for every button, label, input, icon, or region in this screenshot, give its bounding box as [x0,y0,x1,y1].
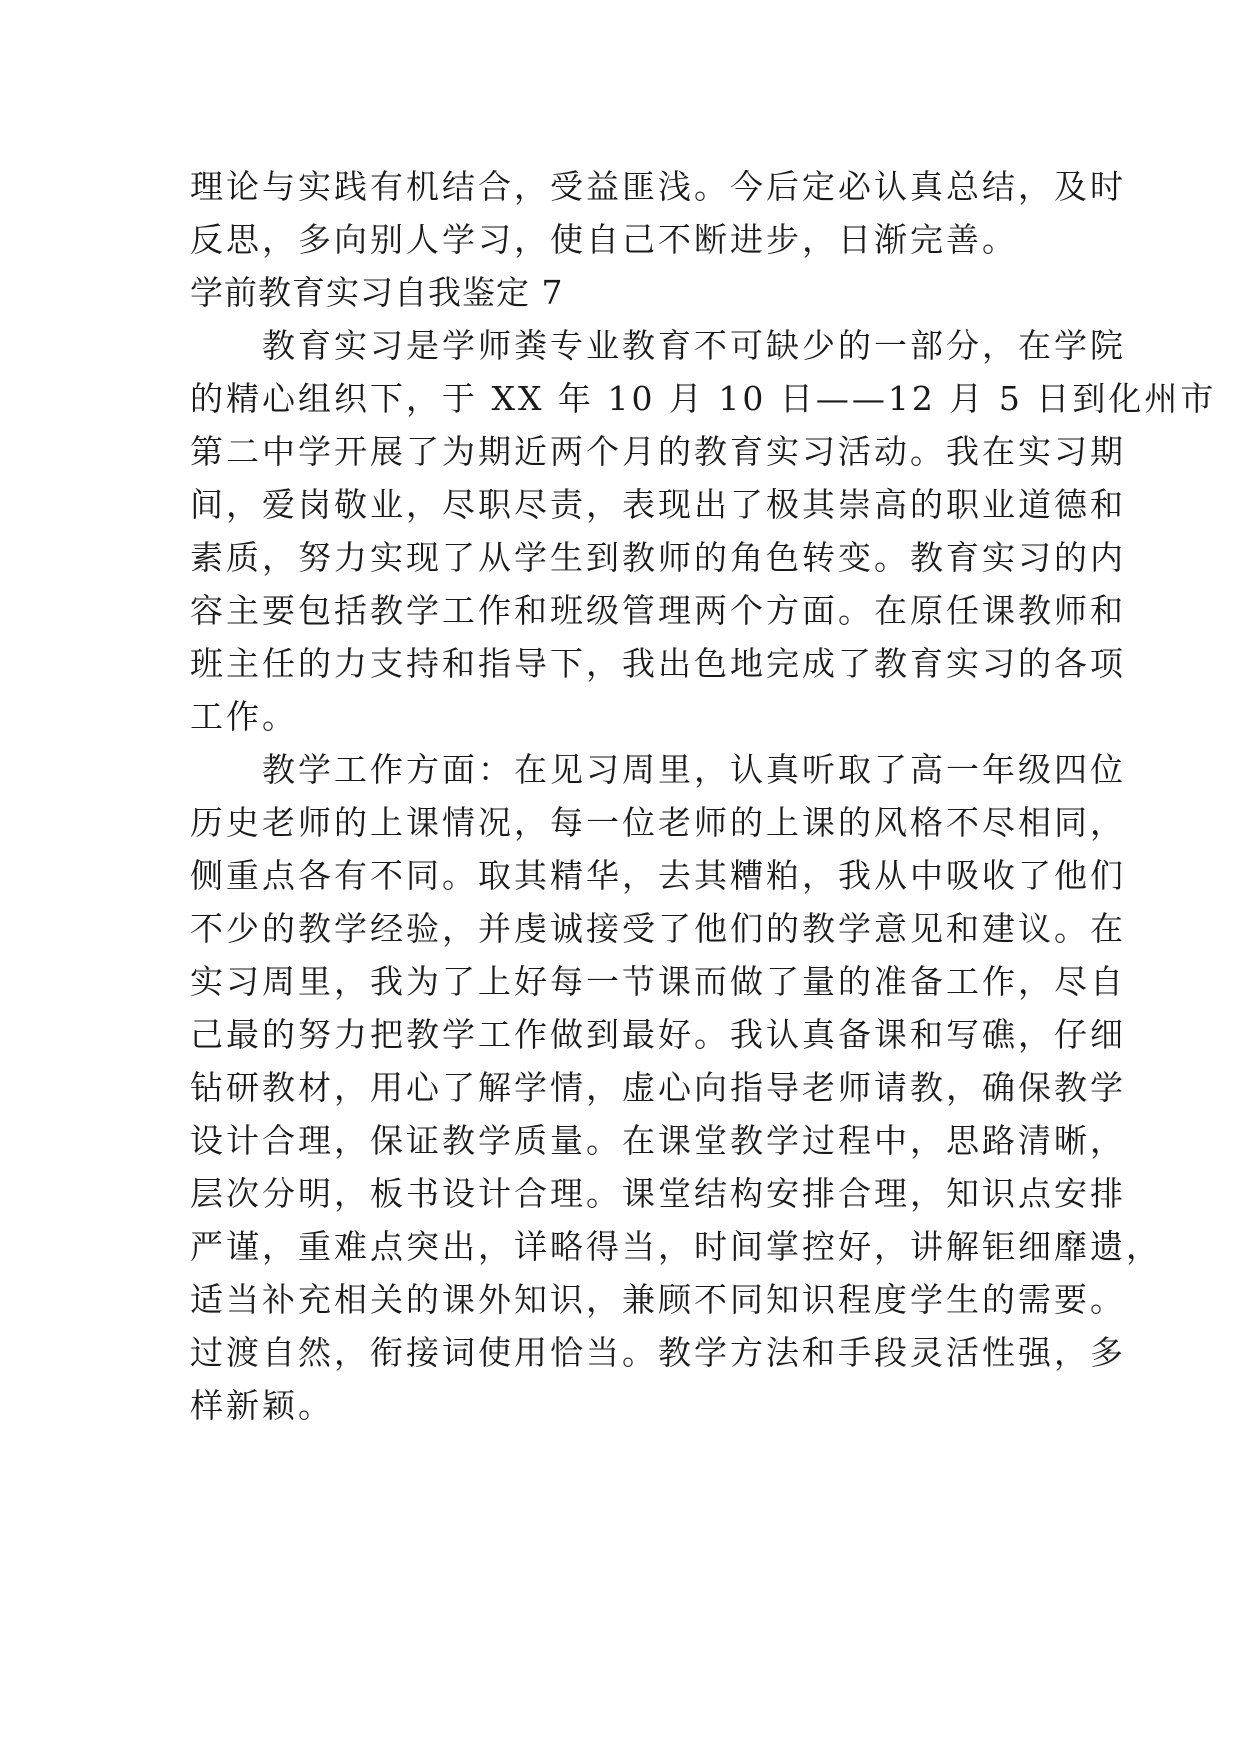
body-line: 第二中学开展了为期近两个月的教育实习活动。我在实习期 [190,432,1126,471]
body-line: 素质，努力实现了从学生到教师的角色转变。教育实习的内 [190,538,1126,577]
body-line: 适当补充相关的课外知识，兼顾不同知识程度学生的需要。 [190,1280,1126,1319]
body-line: 理论与实践有机结合，受益匪浅。今后定必认真总结，及时 [190,167,1126,206]
body-line: 工作。 [190,697,298,736]
body-line: 过渡自然，衔接词使用恰当。教学方法和手段灵活性强，多 [190,1333,1126,1372]
body-line: 设计合理，保证教学质量。在课堂教学过程中，思路清晰， [190,1121,1126,1160]
body-line: 样新颖。 [190,1386,334,1425]
body-line: 容主要包括教学工作和班级管理两个方面。在原任课教师和 [190,591,1126,630]
section-heading: 学前教育实习自我鉴定 7 [190,273,564,312]
document-body [190,160,1217,1432]
body-line: 不少的教学经验，并虔诚接受了他们的教学意见和建议。在 [190,909,1126,948]
body-line: 班主任的力支持和指导下，我出色地完成了教育实习的各项 [190,644,1126,683]
body-line: 层次分明，板书设计合理。课堂结构安排合理，知识点安排 [190,1174,1126,1213]
body-line: 己最的努力把教学工作做到最好。我认真备课和写礁，仔细 [190,1015,1126,1054]
body-line: 历史老师的上课情况，每一位老师的上课的风格不尽相同， [190,803,1126,842]
body-line: 的精心组织下，于 XX 年 10 月 10 日——12 月 5 日到化州市 [190,379,1217,418]
body-line: 教育实习是学师粪专业教育不可缺少的一部分，在学院 [190,326,1126,365]
body-line: 严谨，重难点突出，详略得当，时间掌控好，讲解钜细靡遗， [190,1227,1162,1266]
body-line: 间，爱岗敬业，尽职尽责，表现出了极其崇高的职业道德和 [190,485,1126,524]
body-line: 实习周里，我为了上好每一节课而做了量的准备工作，尽自 [190,962,1126,1001]
body-line: 钻研教材，用心了解学情，虚心向指导老师请教，确保教学 [190,1068,1126,1107]
body-line: 反思，多向别人学习，使自己不断进步，日渐完善。 [190,220,1018,259]
body-line: 教学工作方面：在见习周里，认真听取了高一年级四位 [190,750,1126,789]
body-line: 侧重点各有不同。取其精华，去其糟粕，我从中吸收了他们 [190,856,1126,895]
